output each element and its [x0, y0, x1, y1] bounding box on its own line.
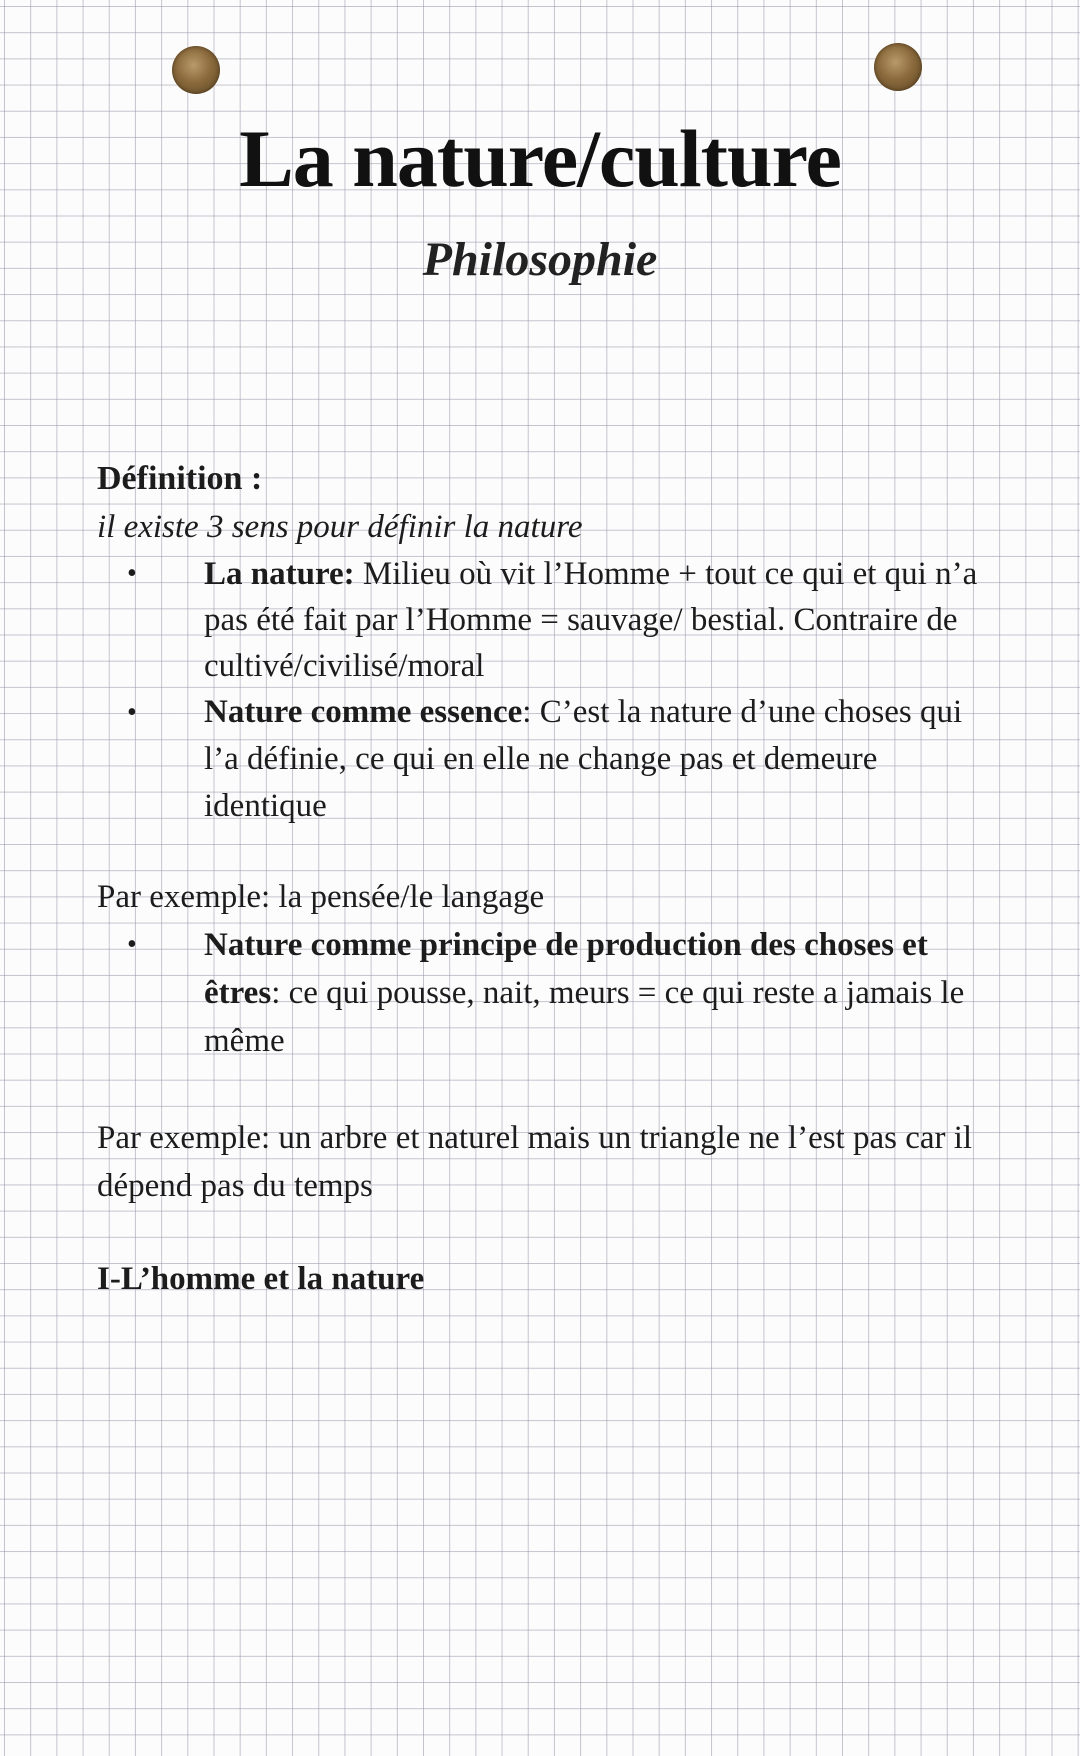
example-2: Par exemple: un arbre et naturel mais un triangle ne l’est pas car il dépend pas du temps [97, 1120, 973, 1204]
item-text: : ce qui pousse, nait, meurs = ce qui reste a jamais le même [204, 975, 965, 1059]
bullet-icon: • [127, 558, 137, 589]
definition-list [97, 551, 997, 830]
binder-hole-left [172, 46, 220, 94]
item-term: La nature: [204, 556, 355, 592]
page-title: La nature/culture [239, 113, 841, 204]
item-term: Nature comme principe de production des choses et êtres [204, 927, 928, 1011]
item-text: Milieu où vit l’Homme + tout ce qui et qui n’a pas été fait par l’Homme = sauvage/ bestial. Contraire de cultivé/civilisé/moral [204, 556, 978, 684]
bullet-icon: • [127, 929, 137, 960]
definition-intro: il existe 3 sens pour définir la nature [97, 509, 583, 545]
binder-hole-right [874, 43, 922, 91]
definition-heading: Définition : [97, 460, 263, 497]
bullet-icon: • [127, 697, 137, 728]
list-item [97, 689, 997, 830]
definition-list-continued [97, 921, 997, 1065]
page-subtitle: Philosophie [422, 233, 658, 286]
item-term: Nature comme essence [204, 694, 523, 730]
section-heading-1: I-L’homme et la nature [97, 1261, 425, 1297]
list-item [97, 921, 997, 1065]
item-text: : C’est la nature d’une choses qui l’a définie, ce qui en elle ne change pas et demeure identique [204, 694, 963, 824]
example-1: Par exemple: la pensée/le langage [97, 879, 545, 915]
notes-content [97, 455, 997, 1303]
list-item [97, 551, 997, 689]
